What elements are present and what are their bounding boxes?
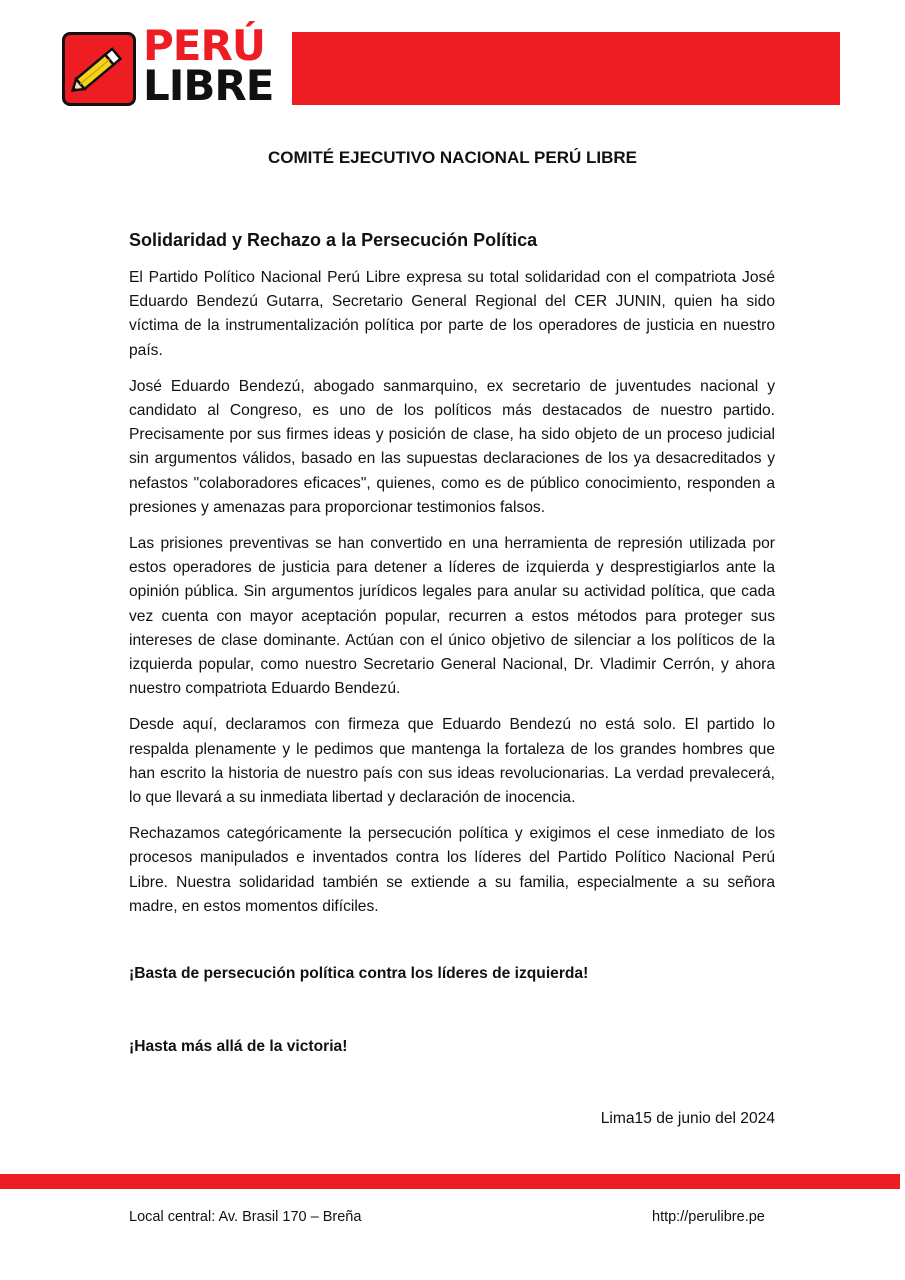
logo-line-libre: LIBRE [143,61,274,110]
header-red-bar [292,32,840,105]
paragraph-4: Desde aquí, declaramos con firmeza que Eduardo Bendezú no está solo. El partido lo respalda plenamente y le pedimos que mantenga la fortaleza de los grandes hombres que han escrito la historia de nuestro país con sus ideas revolucionarias. La verdad prevalecerá, lo que llevará a su inmediata libertad y declaración de inocencia. [129,716,775,807]
paragraph-2: José Eduardo Bendezú, abogado sanmarquino, ex secretario de juventudes nacional y candidato al Congreso, es uno de los políticos más destacados de nuestro partido. Precisamente por sus firmes ideas y posición de clase, ha sido objeto de un proceso judicial sin argumentos válidos, basado en las supuestas declaraciones de los ya desacreditados y nefastos "colaboradores eficaces", quienes, como es de público conocimiento, responden a presiones y amenazas para proporcionar testimonios falsos. [129,377,775,516]
document-title: Solidaridad y Rechazo a la Persecución Política [129,230,538,250]
pencil-icon-graphic [65,35,133,103]
logo-line-peru: PERÚ [143,21,265,70]
paragraph-3: Las prisiones preventivas se han convertido en una herramienta de represión utilizada por estos operadores de justicia para detener a líderes de izquierda y desprestigiarlos ante la opinión pública. Sin argumentos jurídicos legales para anular su actividad política, que cada vez cuenta con mayor aceptación popular, recurren a estos métodos para proteger sus intereses de clase dominante. Actúan con el único objetivo de silenciar a los políticos de la izquierda popular, como nuestro Secretario General Nacional, Dr. Vladimir Cerrón, y ahora nuestro compatriota Eduardo Bendezú. [129,535,775,698]
paragraph-1: El Partido Político Nacional Perú Libre expresa su total solidaridad con el compatriota José Eduardo Bendezú Gutarra, Secretario General Regional del CER JUNIN, quien ha sido víctima de la instrumentalización política por parte de los operadores de justicia en nuestro país. [129,269,775,359]
logo-wordmark [143,21,274,110]
footer-red-bar [0,1174,900,1189]
slogan-victory: ¡Hasta más allá de la victoria! [129,1038,348,1055]
committee-heading: COMITÉ EJECUTIVO NACIONAL PERÚ LIBRE [268,148,637,167]
footer-website-link[interactable]: http://perulibre.pe [652,1209,765,1225]
paragraph-5: Rechazamos categóricamente la persecución política y exigimos el cese inmediato de los procesos manipulados e inventados contra los líderes del Partido Político Nacional Perú Libre. Nuestra solidaridad también se extiende a su familia, especialmente a su señora madre, en estos momentos difíciles. [129,825,775,915]
footer-address: Local central: Av. Brasil 170 – Breña [129,1209,362,1225]
document-date: Lima15 de junio del 2024 [600,1110,775,1127]
document-body [129,228,775,931]
slogan-persecution: ¡Basta de persecución política contra los líderes de izquierda! [129,965,589,982]
pencil-icon [62,32,136,106]
